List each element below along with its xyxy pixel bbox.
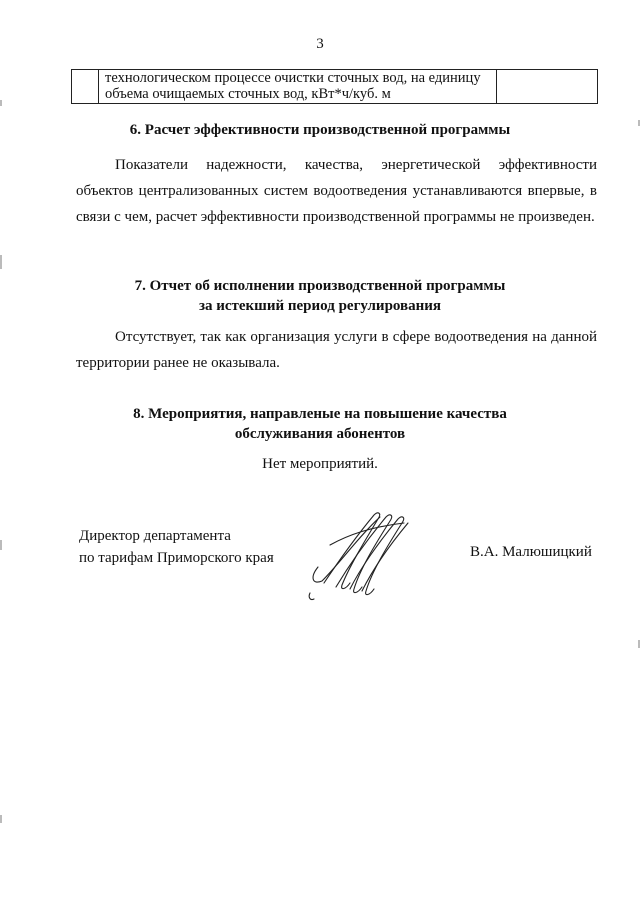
section-7-text: Отсутствует, так как организация услуги в сфере водоотведения на данной территории ранее не оказывала. — [76, 329, 597, 371]
table-cell-line: технологическом процессе очистки сточных вод, на единицу — [105, 70, 481, 86]
signatory-name: В.А. Малюшицкий — [470, 544, 592, 560]
section-6-text: Показатели надежности, качества, энергетической эффективности объектов централизованных систем водоотведения устанавливаются впервые, в связи с чем, расчет эффективности производственной программы не произведен. — [76, 157, 597, 225]
table-row — [72, 70, 598, 104]
page-number: 3 — [316, 36, 324, 52]
scan-edge-mark — [0, 815, 2, 823]
scan-edge-mark — [0, 100, 2, 106]
signatory-position-line: Директор департамента — [79, 528, 231, 544]
section-6-title: 6. Расчет эффективности производственной программы — [129, 122, 511, 138]
table-cell-number — [72, 70, 99, 104]
indicator-table — [71, 69, 598, 104]
scan-edge-mark — [0, 540, 2, 550]
signatory-position-line: по тарифам Приморского края — [79, 550, 274, 566]
signatory-position — [79, 525, 274, 569]
section-7-title — [0, 276, 640, 316]
section-7-title-line: за истекший период регулирования — [198, 298, 442, 314]
section-8-title — [0, 404, 640, 444]
section-8-title-line: 8. Мероприятия, направленые на повышение качества — [133, 406, 507, 422]
section-8-title-line: обслуживания абонентов — [234, 426, 406, 442]
section-7-title-line: 7. Отчет об исполнении производственной программы — [134, 278, 506, 294]
table-cell-description — [99, 70, 497, 104]
scan-edge-mark — [0, 255, 2, 269]
table-cell-line: объема очищаемых сточных вод, кВт*ч/куб. м — [105, 86, 391, 102]
section-8-text: Нет мероприятий. — [262, 456, 378, 472]
handwritten-signature — [300, 505, 420, 605]
table-cell-value — [497, 70, 598, 104]
